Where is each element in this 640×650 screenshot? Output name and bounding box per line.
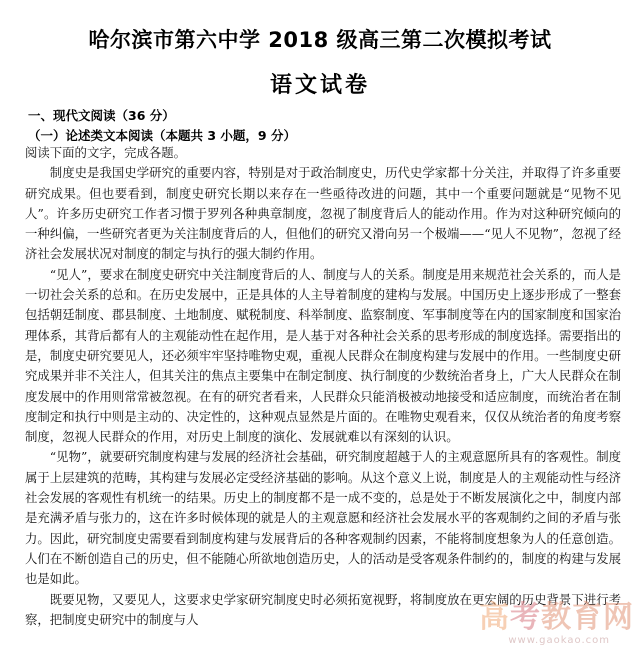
- subsection-heading: （一）论述类文本阅读（本题共 3 小题，9 分）: [28, 128, 296, 143]
- section-heading: 一、现代文阅读（36 分）: [28, 108, 175, 123]
- passage-paragraph-3: “见物”，就要研究制度构建与发展的经济社会基础，研究制度超越于人的主观意愿所具有的客观性。制度属于上层建筑的范畴，其构建与发展必定受经济基础的影响。从这个意义上说，制度是人的主观能动性与经济社会发展的客观性有机统一的结果。历史上的制度都不是一成不变的，总是处于不断发展演化之中，制度内部是充满矛盾与张力的，这在许多时候体现的就是人的主观意愿和经济社会发展水平的客观制约之间的矛盾与张力。因此，研究制度史需要看到制度构建与发展背后的各种客观制约因素，不能将制度想象为人的任意创造。人们在不断创造自己的历史，但不能随心所欲地创造历史，人的活动是受客观条件制约的，制度的构建与发展也是如此。: [25, 449, 621, 587]
- passage-paragraph-1: 制度史是我国史学研究的重要内容，特别是对于政治制度史，历代史学家都十分关注，并取得了许多重要研究成果。但也要看到，制度史研究长期以来存在一些亟待改进的问题，其中一个重要问题就是“见物不见人”。许多历史研究工作者习惯于罗列各种典章制度，忽视了制度背后人的能动作用。作为对这种研究倾向的一种纠偏，一些研究者更为关注制度背后的人，但他们的研究又滑向另一个极端——“见人不见物”，忽视了经济社会发展状况对制度的制定与执行的强大制约作用。: [25, 165, 621, 262]
- exam-subtitle: 语文试卷: [269, 73, 370, 98]
- passage-paragraph-2: “见人”，要求在制度史研究中关注制度背后的人、制度与人的关系。制度是用来规范社会关系的，而人是一切社会关系的总和。在历史发展中，正是具体的人主导着制度的建构与发展。中国历史上逐步形成了一整套包括朝廷制度、郡县制度、土地制度、赋税制度、科举制度、监察制度、军事制度等在内的国家制度和国家治理体系，其背后都有人的主观能动性在起作用，是人基于对各种社会关系的思考形成的制度选择。需要指出的是，制度史研究要见人，还必须牢牢坚持唯物史观，重视人民群众在制度构建与发展中的作用。一些制度史研究成果并非不关注人，但其关注的焦点主要集中在制定制度、执行制度的少数统治者身上，广大人民群众在制度发展中的作用则常常被忽视。在有的研究者看来，人民群众只能消极被动地接受和适应制度，而统治者在制度制定和执行中则是主动的、决定性的，这种观点显然是片面的。在唯物史观看来，仅仅从统治者的角度考察制度，忽视人民群众的作用，对历史上制度的演化、发展就难以有深刻的认识。: [25, 266, 621, 445]
- watermark-logo: 高考教育网: [479, 600, 634, 635]
- reading-instruction: 阅读下面的文字，完成各题。: [25, 145, 187, 160]
- exam-title: 哈尔滨市第六中学 2018 级高三第二次模拟考试: [88, 28, 552, 52]
- passage-paragraph-4: 既要见物，又要见人，这要求史学家研究制度史时必须拓宽视野，将制度放在更宏阔的历史背景下进行考察，把制度史研究中的制度与人: [25, 591, 621, 627]
- reading-passage: [25, 143, 621, 630]
- watermark-url: www.gaokao.com: [508, 635, 610, 646]
